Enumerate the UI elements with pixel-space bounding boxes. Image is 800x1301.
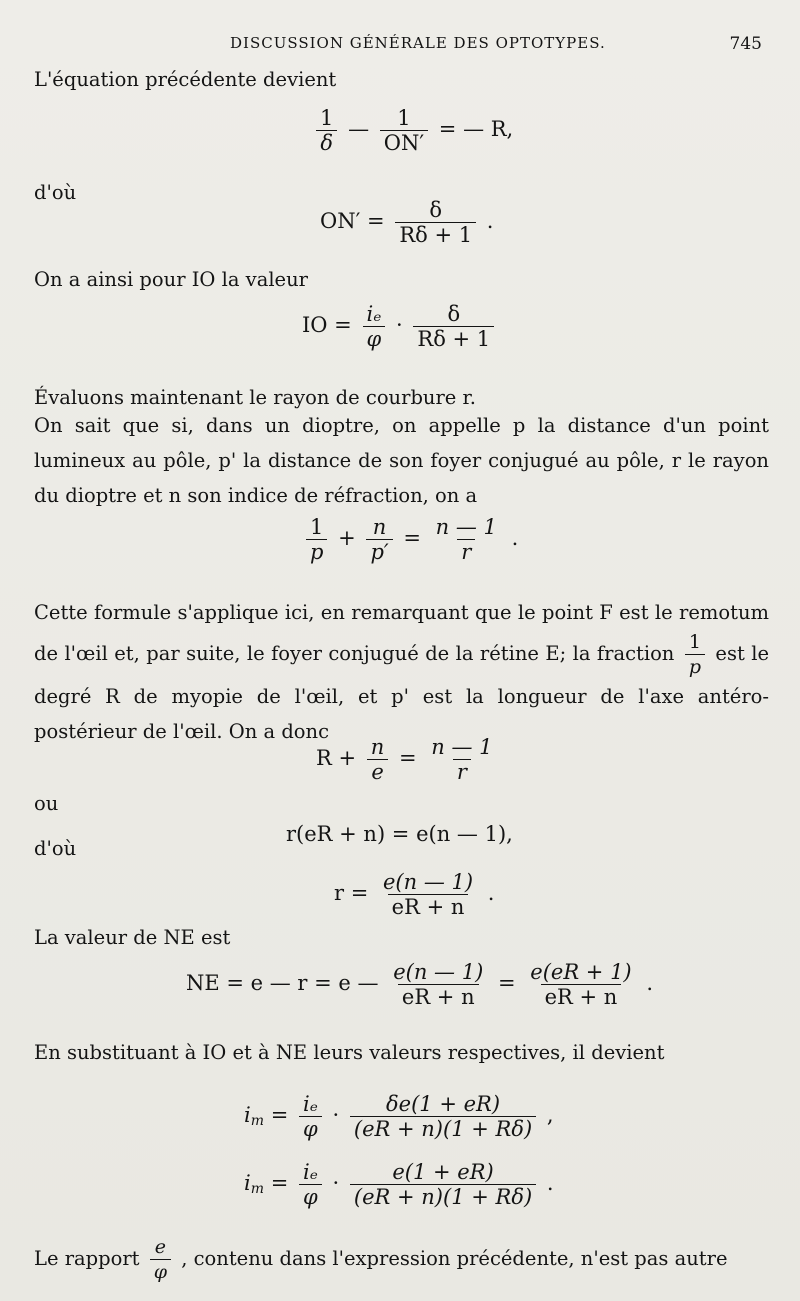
fraction: $\frac{e(eR + 1)}{eR + n}$ bbox=[530, 960, 632, 1009]
equation-9: im = $\frac{\text{iₑ}}{\varphi}$ · $\frac{\delta e(1 + eR)}{(eR + n)(1 + R\delta)}$ , bbox=[244, 1092, 554, 1141]
paragraph-5: On sait que si, dans un dioptre, on appelle p la distance d'un point lumineux au pôle, p' la distance de son foyer conjugué au pôle, r le rayon du dioptre et n son indice de réfraction, on a bbox=[34, 414, 769, 507]
fraction: $\frac{1}{ON'}$ bbox=[380, 106, 428, 155]
fraction: $\frac{e(1 + eR)}{(eR + n)(1 + R\delta)}$ bbox=[350, 1160, 536, 1209]
fraction: $\frac{\text{iₑ}}{\varphi}$ bbox=[362, 302, 385, 351]
fraction: $\frac{\delta e(1 + eR)}{(eR + n)(1 + R\delta)}$ bbox=[350, 1092, 536, 1141]
page-header bbox=[0, 34, 800, 58]
paragraph-3: On a ainsi pour IO la valeur bbox=[34, 268, 308, 291]
fraction: $\frac{e(n — 1)}{eR + n}$ bbox=[393, 960, 484, 1009]
paragraph-6 bbox=[34, 595, 769, 749]
equation-10: im = $\frac{\text{iₑ}}{\varphi}$ · $\frac{e(1 + eR)}{(eR + n)(1 + R\delta)}$ . bbox=[244, 1160, 554, 1209]
fraction: $\frac{1}{\delta}$ bbox=[316, 106, 337, 155]
equation-4: $\frac{1}{p}$ + $\frac{n}{p'}$ = $\frac{n — 1}{r}$ . bbox=[302, 515, 518, 564]
paragraph-9: La valeur de NE est bbox=[34, 926, 231, 949]
equation-6: r(eR + n) = e(n — 1), bbox=[286, 822, 513, 846]
paragraph-1: L'équation précédente devient bbox=[34, 68, 337, 91]
paragraph-7: ou bbox=[34, 792, 59, 815]
equation-3: IO = $\frac{\text{iₑ}}{\varphi}$ · $\frac{\delta}{R\delta + 1}$ bbox=[302, 302, 498, 351]
inline-fraction: $\frac{e}{\varphi}$ bbox=[150, 1235, 171, 1284]
paragraph-6-part-b: est le degré R de myopie de l'œil, et p' est la longueur de l'axe antéro-postérieur de l'œil. On a donc bbox=[34, 642, 770, 743]
inline-fraction: $\frac{1}{p}$ bbox=[685, 630, 705, 679]
page-number: 745 bbox=[729, 34, 762, 54]
equation-7: r = $\frac{e(n — 1)}{eR + n}$ . bbox=[334, 870, 495, 919]
fraction: $\frac{\text{iₑ}}{\varphi}$ bbox=[299, 1160, 322, 1209]
paragraph-2: d'où bbox=[34, 181, 77, 204]
paragraph-4: Évaluons maintenant le rayon de courbure r. bbox=[34, 386, 476, 409]
fraction: $\frac{\delta}{R\delta + 1}$ bbox=[395, 198, 476, 247]
paragraph-6-part-a: Cette formule s'applique ici, en remarquant que le point F est le remotum de l'œil et, par suite, le foyer conjugué de la rétine E; la fraction bbox=[34, 601, 769, 665]
paragraph-11 bbox=[34, 1235, 769, 1284]
fraction: $\frac{1}{p}$ bbox=[306, 515, 327, 564]
equation-2: ON′ = $\frac{\delta}{R\delta + 1}$ . bbox=[320, 198, 494, 247]
equation-5: R + $\frac{n}{e}$ = $\frac{n — 1}{r}$ bbox=[316, 735, 501, 784]
paragraph-10: En substituant à IO et à NE leurs valeurs respectives, il devient bbox=[34, 1041, 665, 1064]
fraction: $\frac{n}{p'}$ bbox=[366, 515, 392, 564]
fraction: $\frac{n — 1}{r}$ bbox=[431, 735, 493, 784]
fraction: $\frac{\text{iₑ}}{\varphi}$ bbox=[299, 1092, 322, 1141]
fraction: $\frac{n}{e}$ bbox=[367, 735, 389, 784]
equation-8: NE = e — r = e — $\frac{e(n — 1)}{eR + n}$ = $\frac{e(eR + 1)}{eR + n}$ . bbox=[186, 960, 654, 1009]
paragraph-11-part-a: Le rapport bbox=[34, 1247, 140, 1270]
equation-1: $\frac{1}{\delta}$ — $\frac{1}{ON'}$ = — R, bbox=[312, 106, 513, 155]
paragraph-11-part-b: , contenu dans l'expression précédente, n'est pas autre bbox=[181, 1247, 728, 1270]
fraction: $\frac{\delta}{R\delta + 1}$ bbox=[413, 302, 494, 351]
fraction: $\frac{n — 1}{r}$ bbox=[435, 515, 497, 564]
fraction: $\frac{e(n — 1)}{eR + n}$ bbox=[383, 870, 474, 919]
running-head: DISCUSSION GÉNÉRALE DES OPTOTYPES. bbox=[230, 34, 606, 52]
paragraph-8: d'où bbox=[34, 837, 77, 860]
